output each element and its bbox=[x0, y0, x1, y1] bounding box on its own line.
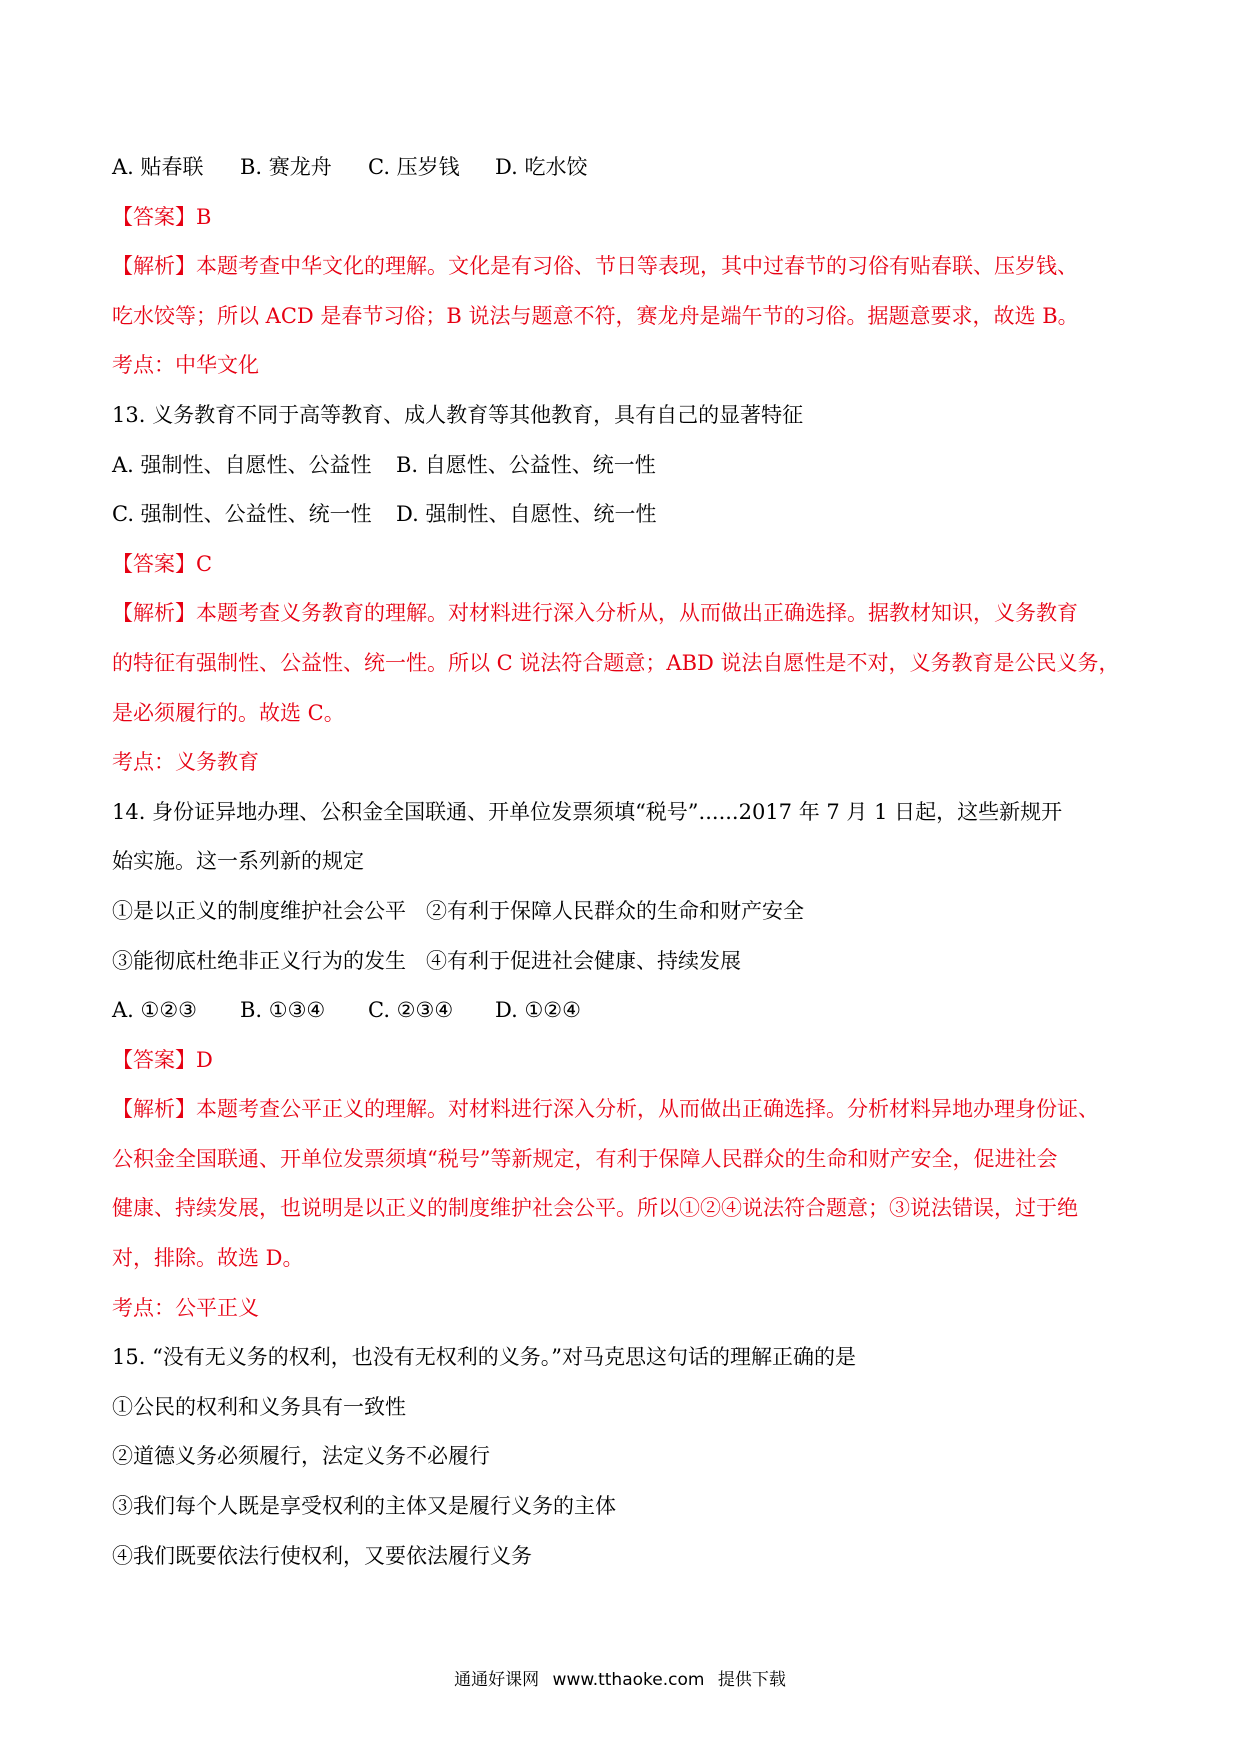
q15-statement-1: ①公民的权利和义务具有一致性 bbox=[112, 1394, 406, 1419]
q14-statement-4: ④有利于促进社会健康、持续发展 bbox=[426, 948, 741, 973]
q13-option-a: A. 强制性、自愿性、公益性 bbox=[112, 452, 372, 477]
q12-option-a: A. 贴春联 bbox=[112, 155, 204, 179]
q14-statements-row bbox=[112, 896, 1132, 926]
q14-stem-line: 14. 身份证异地办理、公积金全国联通、开单位发票须填“税号”......2017 年 7 月 1 日起，这些新规开 bbox=[112, 799, 1063, 824]
q14-option-b: B. ①③④ bbox=[240, 998, 326, 1023]
q14-statement-2: ②有利于保障人民群众的生命和财产安全 bbox=[426, 898, 804, 923]
q12-option-c: C. 压岁钱 bbox=[368, 155, 460, 179]
q12-option-b: B. 赛龙舟 bbox=[240, 155, 332, 179]
q15-statement-4: ④我们既要依法行使权利，又要依法履行义务 bbox=[112, 1543, 532, 1568]
q13-analysis-line: 是必须履行的。故选 C。 bbox=[112, 700, 345, 725]
q12-option-d: D. 吃水饺 bbox=[495, 155, 588, 179]
q14-statements-row bbox=[112, 946, 1132, 976]
q14-analysis-line: 对，排除。故选 D。 bbox=[112, 1246, 304, 1271]
q14-answer: 【答案】D bbox=[112, 1047, 213, 1072]
exam-page bbox=[112, 152, 1132, 1590]
q14-statement-3: ③能彻底杜绝非正义行为的发生 bbox=[112, 948, 406, 973]
q13-point: 考点：义务教育 bbox=[112, 750, 259, 775]
q14-statement-1: ①是以正义的制度维护社会公平 bbox=[112, 898, 406, 923]
q13-answer: 【答案】C bbox=[112, 551, 213, 576]
q14-stem-line: 始实施。这一系列新的规定 bbox=[112, 849, 364, 874]
q14-analysis-line: 【解析】本题考查公平正义的理解。对材料进行深入分析，从而做出正确选择。分析材料异地办理身份证、 bbox=[112, 1097, 1099, 1122]
q13-options-row bbox=[112, 450, 1132, 480]
q14-analysis-line: 公积金全国联通、开单位发票须填“税号”等新规定，有利于保障人民群众的生命和财产安全，促进社会 bbox=[112, 1146, 1058, 1171]
q13-analysis-line: 【解析】本题考查义务教育的理解。对材料进行深入分析从，从而做出正确选择。据教材知识，义务教育 bbox=[112, 601, 1078, 626]
q14-option-d: D. ①②④ bbox=[495, 998, 581, 1023]
q12-options bbox=[112, 152, 1132, 182]
footer-url[interactable]: www.tthaoke.com bbox=[552, 1670, 705, 1690]
q14-analysis-line: 健康、持续发展，也说明是以正义的制度维护社会公平。所以①②④说法符合题意；③说法错误，过于绝 bbox=[112, 1196, 1078, 1221]
footer-site-name: 通通好课网 bbox=[454, 1670, 540, 1690]
q12-point: 考点：中华文化 bbox=[112, 353, 259, 378]
footer-tail: 提供下载 bbox=[717, 1670, 786, 1690]
q13-option-d: D. 强制性、自愿性、统一性 bbox=[396, 502, 657, 527]
q15-statement-3: ③我们每个人既是享受权利的主体又是履行义务的主体 bbox=[112, 1494, 616, 1519]
q12-analysis-line: 吃水饺等；所以 ACD 是春节习俗；B 说法与题意不符，赛龙舟是端午节的习俗。据题意要求，故选 B。 bbox=[112, 303, 1079, 328]
q14-option-a: A. ①②③ bbox=[112, 998, 197, 1023]
q15-stem: 15. “没有无义务的权利，也没有无权利的义务。”对马克思这句话的理解正确的是 bbox=[112, 1345, 857, 1370]
q13-option-c: C. 强制性、公益性、统一性 bbox=[112, 502, 372, 527]
q13-stem: 13. 义务教育不同于高等教育、成人教育等其他教育，具有自己的显著特征 bbox=[112, 402, 804, 427]
q14-options bbox=[112, 995, 1132, 1025]
q13-options-row bbox=[112, 499, 1132, 529]
q13-option-b: B. 自愿性、公益性、统一性 bbox=[396, 452, 656, 477]
q15-statement-2: ②道德义务必须履行，法定义务不必履行 bbox=[112, 1444, 490, 1469]
q13-analysis-line: 的特征有强制性、公益性、统一性。所以 C 说法符合题意；ABD 说法自愿性是不对，义务教育是公民义务， bbox=[112, 650, 1120, 675]
q12-answer: 【答案】B bbox=[112, 204, 212, 229]
q14-option-c: C. ②③④ bbox=[368, 998, 454, 1023]
q14-point: 考点：公平正义 bbox=[112, 1295, 259, 1320]
q12-analysis-line: 【解析】本题考查中华文化的理解。文化是有习俗、节日等表现，其中过春节的习俗有贴春联、压岁钱、 bbox=[112, 254, 1078, 279]
page-footer bbox=[0, 1665, 1240, 1690]
